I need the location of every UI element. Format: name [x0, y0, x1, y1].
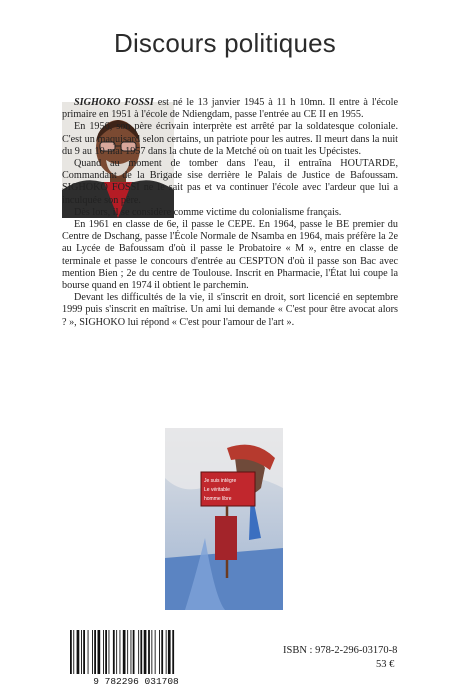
barcode-bar	[73, 630, 74, 674]
barcode-bar	[140, 630, 142, 674]
barcode-bar	[105, 630, 107, 674]
barcode-bar	[94, 630, 96, 674]
barcode	[66, 628, 206, 686]
paragraph-1	[62, 97, 398, 121]
barcode-bar	[127, 630, 128, 674]
barcode-bar	[113, 630, 115, 674]
barcode-bar	[131, 630, 132, 674]
barcode-bar	[103, 630, 104, 674]
author-name: SIGHOKO FOSSI	[74, 97, 154, 108]
barcode-bar	[88, 630, 89, 674]
barcode-bar	[172, 630, 174, 674]
barcode-bar	[116, 630, 117, 674]
back-cover-text	[62, 97, 398, 329]
book-title: Discours politiques	[113, 28, 336, 58]
paragraph-2: En 1956, son père écrivain interprète est arrêté par la soldatesque coloniale. C'est un maquisard selon certains, un patriote pour les autres. Il meurt dans la nuit du 9 au 10 mai 1957 dans la chute de la Metché où on tuait les Upécistes.	[62, 121, 398, 157]
barcode-bar	[109, 630, 110, 674]
barcode-bar	[92, 630, 93, 674]
isbn: ISBN : 978-2-296-03170-8	[283, 645, 398, 656]
artwork-sign-line-3: homme libre	[204, 496, 232, 502]
barcode-bar	[151, 630, 152, 674]
barcode-bar	[138, 630, 139, 674]
paragraph-1-text: est né le 13 janvier 1945 à 11 h 10mn. Il entre à l'école primaire en 1951 à l'école de Ndiengdam, passe l'entrée au CE II en 1955.	[62, 97, 398, 121]
cover-artwork	[165, 428, 283, 610]
barcode-bar	[120, 630, 121, 674]
paragraph-4: Dès lors, il se considère comme victime du colonialisme français.	[74, 206, 342, 218]
paragraph-5: En 1961 en classe de 6e, il passe le CEPE. En 1964, passe le BE premier du Centre de Dschang, passe l'École Normale de Nsamba en 1964, mais préfère la 2e au Lycée de Bafoussam d'où il passe le Probatoire « M », entre en classe de terminale et passe le concours d'entrée au CESPTON d'où il passe son Bac avec mention Bien ; 2e du centre de Toulouse. Inscrit en Pharmacie, l'État lui coupe la bourse quand en 1974 il obtient le parchemin.	[62, 219, 398, 292]
paragraph-3: Quand au moment de tomber dans l'eau, il entraîna HOUTARDE, Commandant de la Brigade sise derrière le Palais de Justice de Bafoussam. SIGHOKO FOSSI ne le sait pas et va continuer l'école avec l'ardeur que lui a inculquée son père.	[62, 158, 398, 206]
barcode-bar	[159, 630, 160, 674]
barcode-number: 9 782296 031708	[93, 676, 179, 686]
barcode-bar	[83, 630, 85, 674]
barcode-bar	[77, 630, 80, 674]
barcode-bar	[70, 630, 72, 674]
barcode-bar	[123, 630, 126, 674]
barcode-bar	[98, 630, 101, 674]
barcode-bar	[81, 630, 82, 674]
paragraph-6: Devant les difficultés de la vie, il s'inscrit en droit, sort licencié en septembre 1999 puis s'inscrit en maîtrise. Un ami lui demande « C'est pour être avocat alors ? », SIGHOKO lui répond « C'est pour l'amour de l'art ».	[62, 292, 398, 328]
barcode-bar	[166, 630, 167, 674]
barcode-bar	[133, 630, 135, 674]
barcode-bar	[161, 630, 163, 674]
barcode-bar	[168, 630, 171, 674]
barcode-bar	[148, 630, 150, 674]
price: 53 €	[376, 659, 395, 670]
artwork-sign-line-2: Le véritable	[204, 487, 230, 493]
barcode-bar	[155, 630, 156, 674]
barcode-bar	[144, 630, 147, 674]
artwork-sign-line-1: Je suis intègre	[204, 478, 237, 484]
